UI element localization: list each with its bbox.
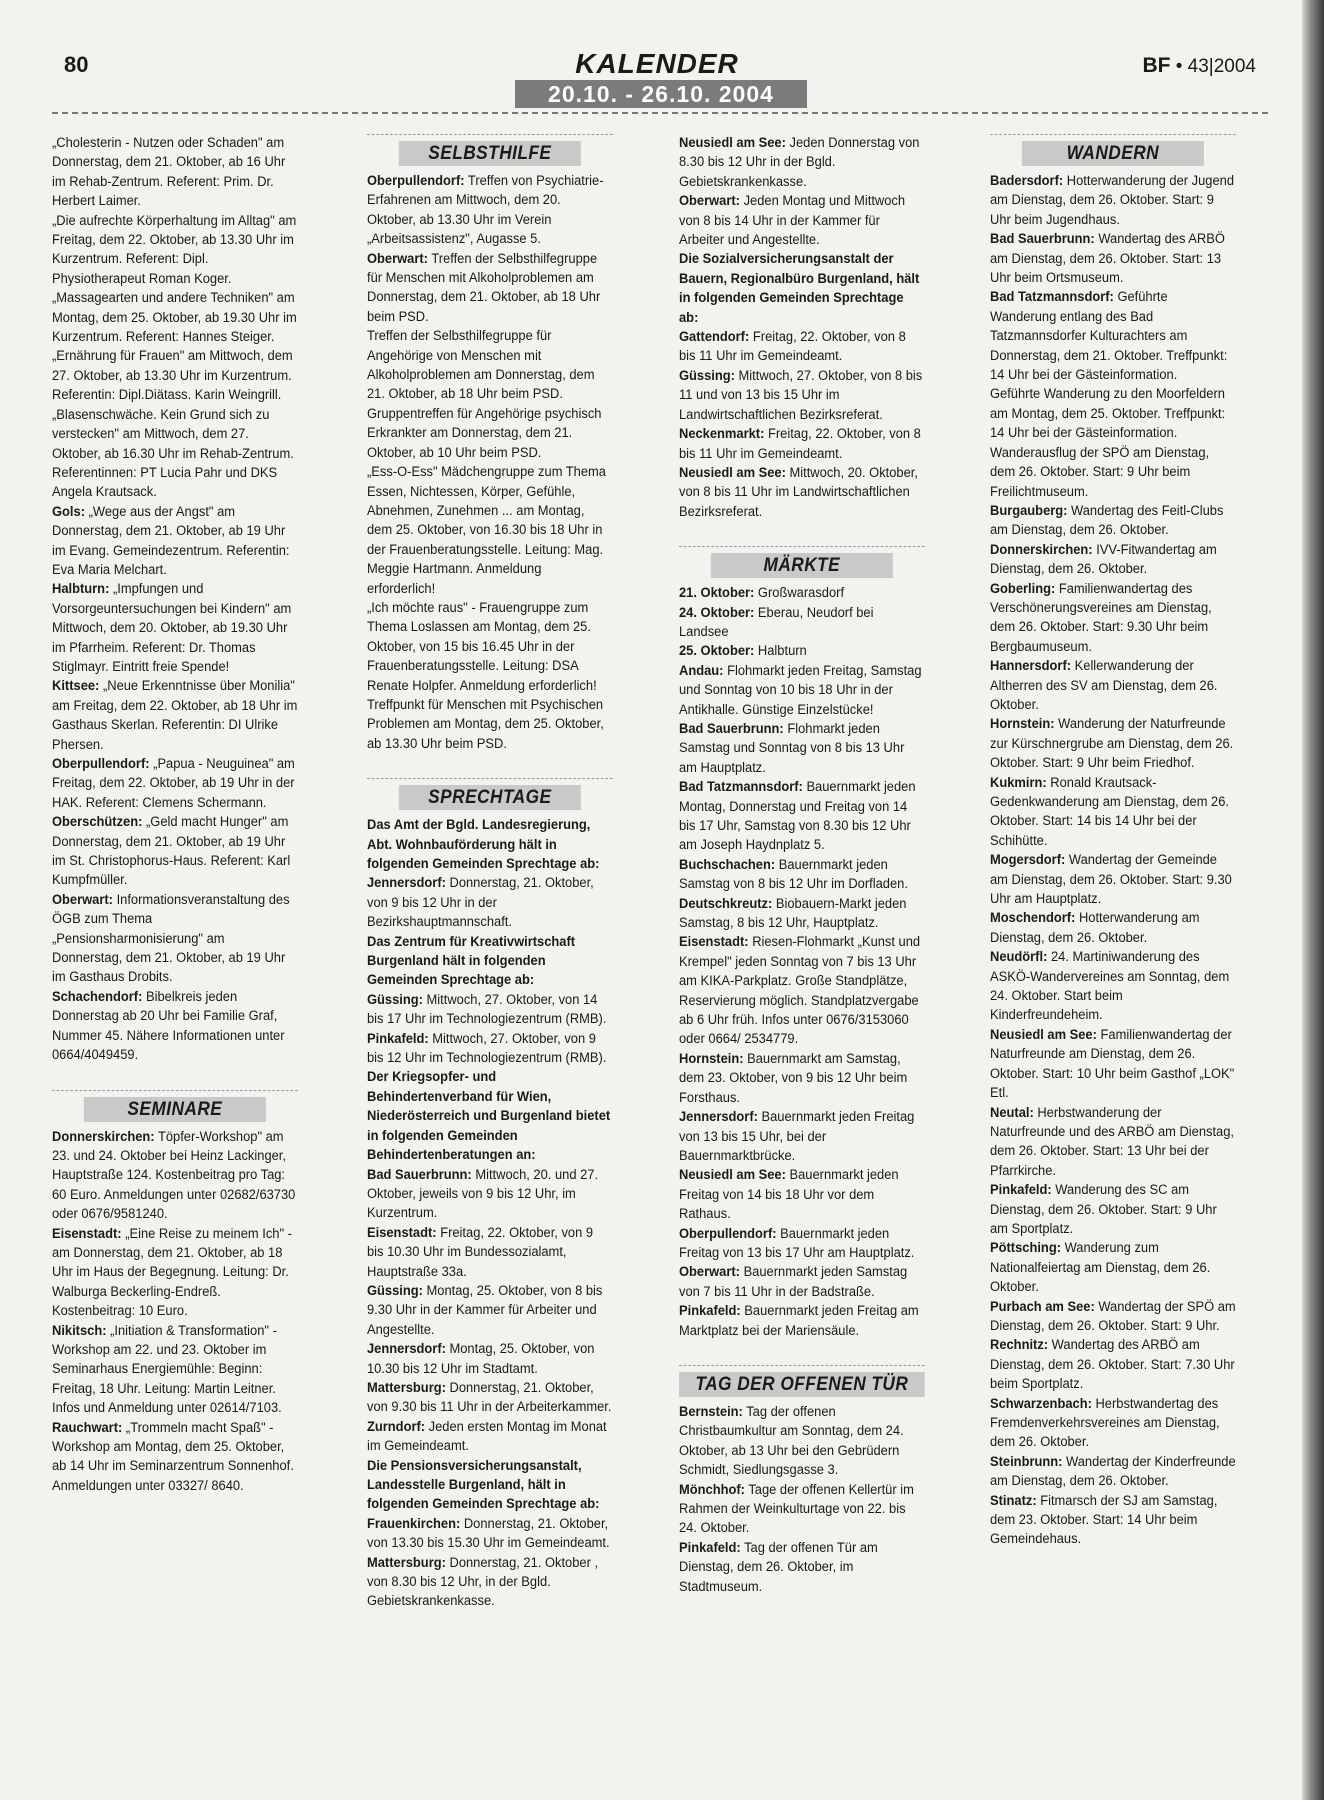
section-title-sprechtage: SPRECHTAGE bbox=[399, 785, 581, 810]
list-item: „Ich möchte raus" - Frauengruppe zum Thema Loslassen am Montag, dem 25. Oktober, von 15 bis 16.45 Uhr in der Frauenberatungsstelle. Leitung: DSA Renate Holpfer. Anmeldung erforderlich! bbox=[367, 599, 597, 694]
list-item: „Massagearten und andere Techniken" am Montag, dem 25. Oktober, ab 19.30 Uhr im Kurzentrum. Referent: Hannes Steiger. bbox=[52, 290, 297, 346]
entry bbox=[679, 1225, 925, 1264]
list-item: „Ess-O-Ess" Mädchengruppe zum Thema Essen, Nichtessen, Körper, Gefühle, Abnehmen, Zunehmen ... am Montag, dem 25. Oktober, von 16.30 bis 18 Uhr in der Frauenberatungsstelle. Leitung: Mag. Meggie Hartmann. Anmeldung erforderlich! bbox=[367, 464, 606, 597]
entry-place: Zurndorf: bbox=[367, 1418, 426, 1435]
entry bbox=[52, 580, 298, 677]
section-header-seminare bbox=[52, 1090, 298, 1122]
section-header-sprechtage bbox=[367, 778, 613, 810]
entry bbox=[679, 1050, 925, 1108]
entry-text: Flohmarkt jeden Samstag und Sonntag von 8 bis 13 Uhr am Hauptplatz. bbox=[679, 720, 905, 776]
entry bbox=[367, 991, 613, 1030]
entry-place: Goberling: bbox=[990, 580, 1056, 597]
section-title-seminare: SEMINARE bbox=[84, 1097, 266, 1122]
entry-place: Halbturn: bbox=[52, 581, 110, 598]
entry-text: Jeden Montag und Mittwoch von 8 bis 14 Uhr in der Kammer für Arbeiter und Angestellte. bbox=[679, 193, 906, 249]
entry-place: Oberpullendorf: bbox=[679, 1225, 777, 1242]
entry bbox=[367, 172, 613, 250]
bold-intro: Das Amt der Bgld. Landesregierung, Abt. Wohnbauförderung hält in folgenden Gemeinden Sprechtage ab: bbox=[367, 817, 600, 872]
entry bbox=[990, 541, 1236, 580]
entry-place: Oberwart: bbox=[679, 1264, 740, 1281]
entry-text: Bauernmarkt jeden Montag, Donnerstag und Freitag von 14 bis 17 Uhr, Samstag von 8.30 bis 12 Uhr am Joseph Haydnplatz 5. bbox=[679, 779, 916, 854]
entry-text: Donnerstag, 21. Oktober , von 8.30 bis 12 Uhr, in der Bgld. Gebietskrankenkasse. bbox=[367, 1554, 599, 1610]
entry-text: Tage der offenen Kellertür im Rahmen der Weinkulturtage von 22. bis 24. Oktober. bbox=[679, 1481, 914, 1537]
entry-text: Töpfer-Workshop" am 23. und 24. Oktober bei Heinz Lackinger, Hauptstraße 124. Kostenbeitrag pro Tag: 60 Euro. Anmeldungen unter 02682/63730 oder 0676/9581240. bbox=[52, 1128, 296, 1223]
header-rule bbox=[52, 112, 1268, 114]
entry-text: Herbstwandertag des Fremdenverkehrsvereines am Dienstag, dem 26. Oktober. bbox=[990, 1395, 1220, 1451]
section-header-wandern bbox=[990, 134, 1236, 166]
entry-text: Donnerstag, 21. Oktober, von 9 bis 12 Uhr in der Bezirkshauptmannschaft. bbox=[367, 875, 594, 931]
entry bbox=[990, 1026, 1236, 1104]
entry-place: Mönchhof: bbox=[679, 1481, 745, 1498]
entry-text: Freitag, 22. Oktober, von 8 bis 11 Uhr im Gemeindeamt. bbox=[679, 426, 921, 462]
entry-place: Stinatz: bbox=[990, 1492, 1037, 1509]
entry-text: Familienwandertag der Naturfreunde am Dienstag, dem 26. Oktober. Start: 10 Uhr beim Gasthof „LOK" Etl. bbox=[990, 1026, 1235, 1102]
bold-intro: Die Sozialversicherungsanstalt der Bauern, Regionalbüro Burgenland, hält in folgenden Gemeinden Sprechtage ab: bbox=[679, 251, 920, 326]
entry-text: IVV-Fitwandertag am Dienstag, dem 26. Oktober. bbox=[990, 541, 1217, 578]
entry-place: Bad Sauerbrunn: bbox=[367, 1166, 472, 1183]
entry bbox=[990, 774, 1236, 852]
entry-text: „Wege aus der Angst" am Donnerstag, dem 21. Oktober, ab 19 Uhr im Evang. Gemeindezentrum. Referentin: Eva Maria Melchart. bbox=[52, 503, 290, 578]
entry bbox=[679, 642, 925, 661]
entry-text: Bauernmarkt jeden Freitag am Marktplatz bei der Mariensäule. bbox=[679, 1303, 919, 1339]
entry-place: Jennersdorf: bbox=[679, 1109, 758, 1126]
list-item: Treffen der Selbsthilfegruppe für Angehörige von Menschen mit Alkoholproblemen am Donnerstag, dem 21. Oktober, ab 18 Uhr beim PSD. bbox=[367, 328, 595, 403]
entry-place: Donnerskirchen: bbox=[52, 1128, 155, 1145]
entry bbox=[990, 657, 1236, 715]
entry bbox=[990, 288, 1236, 385]
entry-place: Deutschkreutz: bbox=[679, 895, 773, 912]
entry-text: Wandertag der Kinderfreunde am Dienstag, dem 26. Oktober. bbox=[990, 1453, 1236, 1490]
entry-place: Hornstein: bbox=[679, 1050, 744, 1067]
entry-place: Eisenstadt: bbox=[52, 1225, 122, 1242]
entry-place: Gattendorf: bbox=[679, 329, 750, 346]
column-4 bbox=[990, 134, 1236, 1550]
entry-text: Donnerstag, 21. Oktober, von 13.30 bis 15.30 Uhr im Gemeindeamt. bbox=[367, 1515, 610, 1552]
entry bbox=[990, 444, 1236, 502]
entry bbox=[679, 464, 925, 522]
entry bbox=[52, 1419, 298, 1497]
entry-place: Jennersdorf: bbox=[367, 1341, 446, 1358]
entry bbox=[679, 895, 925, 934]
entry bbox=[990, 1492, 1236, 1550]
entry-place: Kukmirn: bbox=[990, 774, 1047, 791]
date-range: 20.10. - 26.10. 2004 bbox=[515, 80, 807, 108]
entry bbox=[52, 891, 298, 988]
entry-text: Montag, 25. Oktober, von 8 bis 9.30 Uhr in der Kammer für Arbeiter und Angestellte. bbox=[367, 1282, 603, 1338]
entry-place: Steinbrunn: bbox=[990, 1453, 1063, 1470]
entry bbox=[679, 425, 925, 464]
entry-text: 24. Martiniwanderung des ASKÖ-Wandervereines am Sonntag, dem 24. Oktober. Start beim Kinderfreundeheim. bbox=[990, 949, 1230, 1024]
entry-place: 24. Oktober: bbox=[679, 604, 755, 621]
entry bbox=[679, 1108, 925, 1166]
entry-place: Buchschachen: bbox=[679, 856, 776, 873]
entry bbox=[679, 134, 925, 192]
entry-place: Eisenstadt: bbox=[679, 934, 749, 951]
entry-place: Pinkafeld: bbox=[990, 1182, 1052, 1199]
entry bbox=[990, 230, 1236, 288]
issue-label bbox=[1142, 54, 1256, 78]
entry bbox=[679, 662, 925, 720]
entry bbox=[367, 1515, 613, 1554]
entry bbox=[990, 1453, 1236, 1492]
section-title-wandern: WANDERN bbox=[1022, 141, 1204, 166]
entry-text: Wandertag der SPÖ am Dienstag, dem 26. Oktober. Start: 9 Uhr. bbox=[990, 1298, 1236, 1334]
entry-text: Donnerstag, 21. Oktober, von 9.30 bis 11 Uhr in der Arbeiterkammer. bbox=[367, 1379, 612, 1416]
entry-place: Güssing: bbox=[367, 991, 423, 1008]
entry-place: Neusiedl am See: bbox=[679, 1167, 786, 1184]
entry-place: 21. Oktober: bbox=[679, 585, 755, 602]
entry-text: Familienwandertag des Verschönerungsvereines am Dienstag, dem 26. Oktober. Start: 9.30 Uhr beim Bergbaumuseum. bbox=[990, 580, 1212, 655]
list-item: Gruppentreffen für Angehörige psychisch Erkrankter am Donnerstag, dem 21. Oktober, ab 10 Uhr beim PSD. bbox=[367, 405, 602, 461]
entry-text: Wanderung der Naturfreunde zur Kürschnergrube am Dienstag, dem 26. Oktober. Start: 9 Uhr beim Friedhof. bbox=[990, 716, 1234, 772]
entry-place: Jennersdorf: bbox=[367, 875, 446, 892]
entry bbox=[679, 856, 925, 895]
entry-text: Halbturn bbox=[754, 643, 807, 660]
entry bbox=[367, 1418, 613, 1457]
entry-place: Pöttsching: bbox=[990, 1240, 1062, 1257]
entry-text: Informationsveranstaltung des ÖGB zum Thema „Pensionsharmonisierung" am Donnerstag, dem 21. Oktober, ab 19 Uhr im Gasthaus Drobits. bbox=[52, 891, 290, 986]
entry-place: Neusiedl am See: bbox=[990, 1026, 1097, 1043]
entry bbox=[367, 250, 613, 328]
entry-place: 25. Oktober: bbox=[679, 643, 755, 660]
entry-text: Wanderausflug der SPÖ am Dienstag, dem 26. Oktober. Start: 9 Uhr beim Freilichtmuseum. bbox=[990, 444, 1210, 500]
entry bbox=[679, 367, 925, 425]
entry-text: Bibelkreis jeden Donnerstag ab 20 Uhr bei Familie Graf, Nummer 45. Nähere Informationen unter 0664/4049459. bbox=[52, 988, 285, 1064]
entry-text: Tag der offenen Tür am Dienstag, dem 26. Oktober, im Stadtmuseum. bbox=[679, 1539, 878, 1595]
entry-text: Treffen der Selbsthilfegruppe für Menschen mit Alkoholproblemen am Donnerstag, dem 21. Oktober, ab 18 Uhr beim PSD. bbox=[367, 250, 601, 325]
intro-list bbox=[52, 134, 298, 503]
entry-place: Neckenmarkt: bbox=[679, 426, 765, 443]
entry-text: Ronald Krautsack-Gedenkwanderung am Dienstag, dem 26. Oktober. Start: 14 bis 14 Uhr bei der Schihütte. bbox=[990, 774, 1230, 849]
entry-text: Bauernmarkt am Samstag, dem 23. Oktober, von 9 bis 12 Uhr beim Forsthaus. bbox=[679, 1050, 908, 1106]
entry-text: Bauernmarkt jeden Freitag von 13 bis 17 Uhr am Hauptplatz. bbox=[679, 1225, 915, 1261]
entry-place: Mattersburg: bbox=[367, 1379, 446, 1396]
entry bbox=[990, 1104, 1236, 1182]
entry-place: Pinkafeld: bbox=[367, 1030, 429, 1047]
entry-place: Bad Tatzmannsdorf: bbox=[679, 779, 803, 796]
entry bbox=[679, 1481, 925, 1539]
section-title-maerkte: MÄRKTE bbox=[711, 553, 893, 578]
entry-place: Oberschützen: bbox=[52, 814, 143, 831]
entry bbox=[367, 1030, 613, 1069]
entry-place: Mogersdorf: bbox=[990, 852, 1066, 869]
entry-place: Neutal: bbox=[990, 1104, 1034, 1121]
entry-text: Hotterwanderung am Dienstag, dem 26. Oktober. bbox=[990, 910, 1200, 946]
section-title-tag-der-offenen-tuer: TAG DER OFFENEN TÜR bbox=[679, 1372, 925, 1397]
entry-text: Jeden ersten Montag im Monat im Gemeindeamt. bbox=[367, 1418, 607, 1455]
entry-place: Schwarzenbach: bbox=[990, 1395, 1092, 1412]
entry-text: Hotterwanderung der Jugend am Dienstag, dem 26. Oktober. Start: 9 Uhr beim Jugendhaus. bbox=[990, 173, 1235, 228]
entry bbox=[679, 778, 925, 856]
entry-text: Flohmarkt jeden Freitag, Samstag und Sonntag von 10 bis 18 Uhr in der Antikhalle. Günstige Einzelstücke! bbox=[679, 662, 922, 718]
entry bbox=[52, 755, 298, 813]
entry-place: Nikitsch: bbox=[52, 1322, 107, 1339]
entry-place: Neudörfl: bbox=[990, 949, 1048, 966]
entry-text: „Neue Erkenntnisse über Monilia" am Freitag, dem 22. Oktober, ab 18 Uhr im Gasthaus Skerlan. Referentin: DI Ulrike Phersen. bbox=[52, 678, 298, 753]
section-header-maerkte bbox=[679, 546, 925, 578]
entry-place: Andau: bbox=[679, 662, 724, 679]
entry-place: Oberwart: bbox=[367, 250, 428, 267]
entry bbox=[990, 715, 1236, 773]
section-header-tag-der-offenen-tuer bbox=[679, 1365, 925, 1397]
entry-place: Mattersburg: bbox=[367, 1554, 446, 1571]
column-2 bbox=[367, 134, 613, 1612]
entry-text: Treffen von Psychiatrie-Erfahrenen am Mittwoch, dem 20. Oktober, ab 13.30 Uhr im Verein „Arbeitsassistenz", Augasse 5. bbox=[367, 173, 604, 248]
entry bbox=[679, 1302, 925, 1341]
entry-text: Mittwoch, 27. Oktober, von 14 bis 17 Uhr im Technologiezentrum (RMB). bbox=[367, 991, 607, 1028]
entry-text: Wandertag des ARBÖ am Dienstag, dem 26. Oktober. Start: 7.30 Uhr beim Sportplatz. bbox=[990, 1337, 1235, 1393]
entry-text: „Eine Reise zu meinem Ich" - am Donnerstag, dem 21. Oktober, ab 18 Uhr im Haus der Begegnung. Leitung: Dr. Walburga Beckerling-Endreß. Kostenbeitrag: 10 Euro. bbox=[52, 1225, 292, 1320]
section-header-selbsthilfe bbox=[367, 134, 613, 166]
entry-place: Oberwart: bbox=[52, 891, 113, 908]
entry-text: Jeden Donnerstag von 8.30 bis 12 Uhr in der Bgld. Gebietskrankenkasse. bbox=[679, 135, 920, 190]
entry-place: Rechnitz: bbox=[990, 1337, 1049, 1354]
entry bbox=[679, 933, 925, 1049]
entry bbox=[52, 677, 298, 755]
entry-place: Neusiedl am See: bbox=[679, 464, 786, 481]
entry bbox=[990, 1239, 1236, 1297]
entry bbox=[52, 813, 298, 891]
entry bbox=[367, 1166, 613, 1224]
entry-text: „Papua - Neuguinea" am Freitag, dem 22. Oktober, ab 19 Uhr in der HAK. Referent: Clemens Schermann. bbox=[52, 756, 295, 811]
entry-place: Hannersdorf: bbox=[990, 658, 1072, 675]
entry bbox=[679, 720, 925, 778]
entry bbox=[52, 1225, 298, 1322]
entry bbox=[367, 1340, 613, 1379]
entry-text: Bauernmarkt jeden Samstag von 7 bis 11 Uhr in der Badstraße. bbox=[679, 1264, 908, 1300]
entry-place: Gols: bbox=[52, 503, 86, 520]
entry-text: Freitag, 22. Oktober, von 9 bis 10.30 Uhr im Bundessozialamt, Hauptstraße 33a. bbox=[367, 1224, 594, 1280]
entry bbox=[990, 909, 1236, 948]
entry bbox=[52, 1128, 298, 1225]
entry-text: Kellerwanderung der Altherren des SV am Dienstag, dem 26. Oktober. bbox=[990, 658, 1218, 713]
entry-text: „Trommeln macht Spaß" - Workshop am Montag, dem 25. Oktober, ab 14 Uhr im Seminarzentrum Sonnenhof. Anmeldungen unter 03327/ 8640. bbox=[52, 1419, 294, 1494]
entry-text: Geführte Wanderung entlang des Bad Tatzmannsdorfer Kulturachters am Donnerstag, dem 21. Oktober. Treffpunkt: 14 Uhr bei der Gästeinformation. bbox=[990, 289, 1228, 384]
entry-text: „Initiation & Transformation" - Workshop am 22. und 23. Oktober im Seminarhaus Energiemühle: Beginn: Freitag, 18 Uhr. Leitung: Martin Leitner. Infos und Anmeldung unter 02614/7103. bbox=[52, 1322, 282, 1417]
entry-text: Wandertag des Feitl-Clubs am Dienstag, dem 26. Oktober. bbox=[990, 502, 1224, 539]
entry-text: Bauernmarkt jeden Freitag von 13 bis 15 Uhr, bei der Bauernmarktbrücke. bbox=[679, 1109, 915, 1164]
entry-place: Bad Sauerbrunn: bbox=[990, 231, 1095, 248]
entry-place: Pinkafeld: bbox=[679, 1303, 741, 1320]
entry bbox=[679, 328, 925, 367]
entry-place: Burgauberg: bbox=[990, 502, 1068, 519]
entry-text: Montag, 25. Oktober, von 10.30 bis 12 Uhr im Stadtamt. bbox=[367, 1341, 595, 1377]
entry-text: Wanderung zum Nationalfeiertag am Dienstag, dem 26. Oktober. bbox=[990, 1240, 1211, 1296]
entry-place: Güssing: bbox=[679, 367, 735, 384]
entry-place: Oberwart: bbox=[679, 193, 740, 210]
entry bbox=[679, 584, 925, 603]
entry-place: Bad Sauerbrunn: bbox=[679, 720, 784, 737]
entry-text: Mittwoch, 20. und 27. Oktober, jeweils von 9 bis 12 Uhr, im Kurzentrum. bbox=[367, 1166, 599, 1222]
entry-text: Freitag, 22. Oktober, von 8 bis 11 Uhr im Gemeindeamt. bbox=[679, 329, 906, 365]
entry-text: Fitmarsch der SJ am Samstag, dem 23. Oktober. Start: 14 Uhr beim Gemeindehaus. bbox=[990, 1492, 1218, 1548]
entry bbox=[52, 503, 298, 581]
entry-text: Mittwoch, 20. Oktober, von 8 bis 11 Uhr im Landwirtschaftlichen Bezirksreferat. bbox=[679, 464, 918, 520]
entry-place: Pinkafeld: bbox=[679, 1539, 741, 1556]
list-item: Treffpunkt für Menschen mit Psychischen Problemen am Montag, dem 25. Oktober, ab 13.30 Uhr beim PSD. bbox=[367, 696, 604, 752]
issue-number: • 43|2004 bbox=[1175, 56, 1256, 77]
bold-intro: Die Pensionsversicherungsanstalt, Landesstelle Burgenland, hält in folgenden Gemeinden Sprechtage ab: bbox=[367, 1457, 600, 1513]
entry bbox=[990, 1395, 1236, 1453]
column-1 bbox=[52, 134, 298, 1496]
entry-text: Bauernmarkt jeden Samstag von 8 bis 12 Uhr im Dorfladen. bbox=[679, 856, 908, 893]
entry-text: Wanderung des SC am Dienstag, dem 26. Oktober. Start: 9 Uhr am Sportplatz. bbox=[990, 1182, 1217, 1237]
entry bbox=[679, 604, 925, 643]
entry bbox=[679, 1263, 925, 1302]
entry-text: Tag der offenen Christbaumkultur am Sonntag, dem 24. Oktober, ab 13 Uhr bei den Gebrüdern Schmidt, Siedlungsgasse 3. bbox=[679, 1403, 904, 1479]
entry bbox=[679, 1166, 925, 1224]
entry-place: Rauchwart: bbox=[52, 1419, 123, 1436]
entry bbox=[990, 1181, 1236, 1239]
entry-text: Mittwoch, 27. Oktober, von 9 bis 12 Uhr im Technologiezentrum (RMB). bbox=[367, 1030, 607, 1067]
list-item: „Die aufrechte Körperhaltung im Alltag" am Freitag, dem 22. Oktober, ab 13.30 Uhr im Kurzentrum. Referent: Dipl. Physiotherapeut Roman Koger. bbox=[52, 212, 297, 287]
entry-place: Oberpullendorf: bbox=[52, 756, 150, 772]
section-title-selbsthilfe: SELBSTHILFE bbox=[399, 141, 581, 166]
entry-place: Donnerskirchen: bbox=[990, 541, 1093, 558]
entry bbox=[990, 172, 1236, 230]
entry-text: Großwarasdorf bbox=[754, 585, 845, 602]
entry-text: Mittwoch, 27. Oktober, von 8 bis 11 und von 13 bis 15 Uhr im Landwirtschaftlichen Bezirksreferat. bbox=[679, 367, 923, 423]
entry bbox=[990, 948, 1236, 1026]
bold-intro: Das Zentrum für Kreativwirtschaft Burgenland hält in folgenden Gemeinden Sprechtage ab: bbox=[367, 933, 576, 989]
page-binding-edge bbox=[1302, 0, 1324, 1800]
entry-place: Güssing: bbox=[367, 1282, 423, 1299]
entry-place: Purbach am See: bbox=[990, 1298, 1095, 1315]
entry-text: „Impfungen und Vorsorgeuntersuchungen bei Kindern" am Mittwoch, dem 20. Oktober, ab 19.30 Uhr im Pfarrheim. Referent: Dr. Thomas Stiglmayr. Eintritt freie Spende! bbox=[52, 581, 292, 675]
entry bbox=[990, 502, 1236, 541]
entry bbox=[52, 988, 298, 1066]
entry-text: Riesen-Flohmarkt „Kunst und Krempel" jeden Sonntag von 7 bis 13 Uhr am KIKA-Parkplatz. Große Standplätze, Reservierung möglich. Standplatzvergabe ab 6 Uhr früh. Infos unter 0676/3153060 oder 0664/ 2534779. bbox=[679, 934, 921, 1048]
entry bbox=[367, 1554, 613, 1612]
entry bbox=[367, 1379, 613, 1418]
magazine-name: BF bbox=[1142, 54, 1171, 77]
entry bbox=[367, 1282, 613, 1340]
entry bbox=[990, 580, 1236, 658]
entry-place: Kittsee: bbox=[52, 678, 100, 695]
entry-text: Geführte Wanderung zu den Moorfeldern am Montag, dem 25. Oktober. Treffpunkt: 14 Uhr bei der Gästeinformation. bbox=[990, 386, 1226, 442]
entry-place: Eisenstadt: bbox=[367, 1224, 437, 1241]
entry-place: Moschendorf: bbox=[990, 910, 1076, 927]
entry-place: Bernstein: bbox=[679, 1403, 743, 1420]
entry-place: Neusiedl am See: bbox=[679, 135, 786, 151]
entry-place: Badersdorf: bbox=[990, 173, 1064, 189]
list-item: „Ernährung für Frauen" am Mittwoch, dem 27. Oktober, ab 13.30 Uhr im Kurzentrum. Referentin: Dipl.Diätass. Karin Weingrill. bbox=[52, 348, 293, 404]
entry bbox=[990, 851, 1236, 909]
entry bbox=[679, 1539, 925, 1597]
entry bbox=[990, 1298, 1236, 1337]
entry-text: Wandertag der Gemeinde am Dienstag, dem 26. Oktober. Start: 9.30 Uhr am Hauptplatz. bbox=[990, 852, 1232, 908]
list-item: „Cholesterin - Nutzen oder Schaden" am Donnerstag, dem 21. Oktober, ab 16 Uhr im Rehab-Zentrum. Referent: Prim. Dr. Herbert Laimer. bbox=[52, 135, 286, 210]
entry bbox=[679, 192, 925, 250]
entry bbox=[52, 1322, 298, 1419]
entry-place: Schachendorf: bbox=[52, 988, 143, 1005]
entry-place: Frauenkirchen: bbox=[367, 1515, 461, 1532]
entry bbox=[990, 1336, 1236, 1394]
page-number: 80 bbox=[64, 52, 89, 77]
entry bbox=[367, 1224, 613, 1282]
entry-place: Bad Tatzmannsdorf: bbox=[990, 289, 1114, 306]
entry-text: Biobauern-Markt jeden Samstag, 8 bis 12 Uhr, Hauptplatz. bbox=[679, 895, 907, 932]
column-3 bbox=[679, 134, 925, 1597]
entry bbox=[367, 874, 613, 932]
entry bbox=[679, 1403, 925, 1481]
section-title: KALENDER bbox=[575, 48, 739, 79]
entry-text: Eberau, Neudorf bei Landsee bbox=[679, 604, 874, 640]
entry-text: „Geld macht Hunger" am Donnerstag, dem 21. Oktober, ab 19 Uhr im St. Christophorus-Haus. Referent: Karl Kumpfmüller. bbox=[52, 814, 291, 889]
page-header bbox=[52, 46, 1262, 116]
entry-text: Bauernmarkt jeden Freitag von 14 bis 18 Uhr vor dem Rathaus. bbox=[679, 1167, 899, 1223]
entry-text: Herbstwanderung der Naturfreunde und des ARBÖ am Dienstag, dem 26. Oktober. Start: 13 Uhr bei der Pfarrkirche. bbox=[990, 1104, 1235, 1179]
entry-place: Oberpullendorf: bbox=[367, 173, 465, 189]
entry-text: Wandertag des ARBÖ am Dienstag, dem 26. Oktober. Start: 13 Uhr beim Ortsmuseum. bbox=[990, 231, 1225, 287]
entry-place: Hornstein: bbox=[990, 716, 1055, 733]
list-item: „Blasenschwäche. Kein Grund sich zu verstecken" am Mittwoch, dem 27. Oktober, ab 16.30 Uhr im Rehab-Zentrum. Referentinnen: PT Lucia Pahr und DKS Angela Krautsack. bbox=[52, 406, 294, 501]
entry bbox=[990, 385, 1236, 443]
bold-intro: Der Kriegsopfer- und Behindertenverband für Wien, Niederösterreich und Burgenland bietet in folgenden Gemeinden Behindertenberatungen an: bbox=[367, 1069, 611, 1164]
